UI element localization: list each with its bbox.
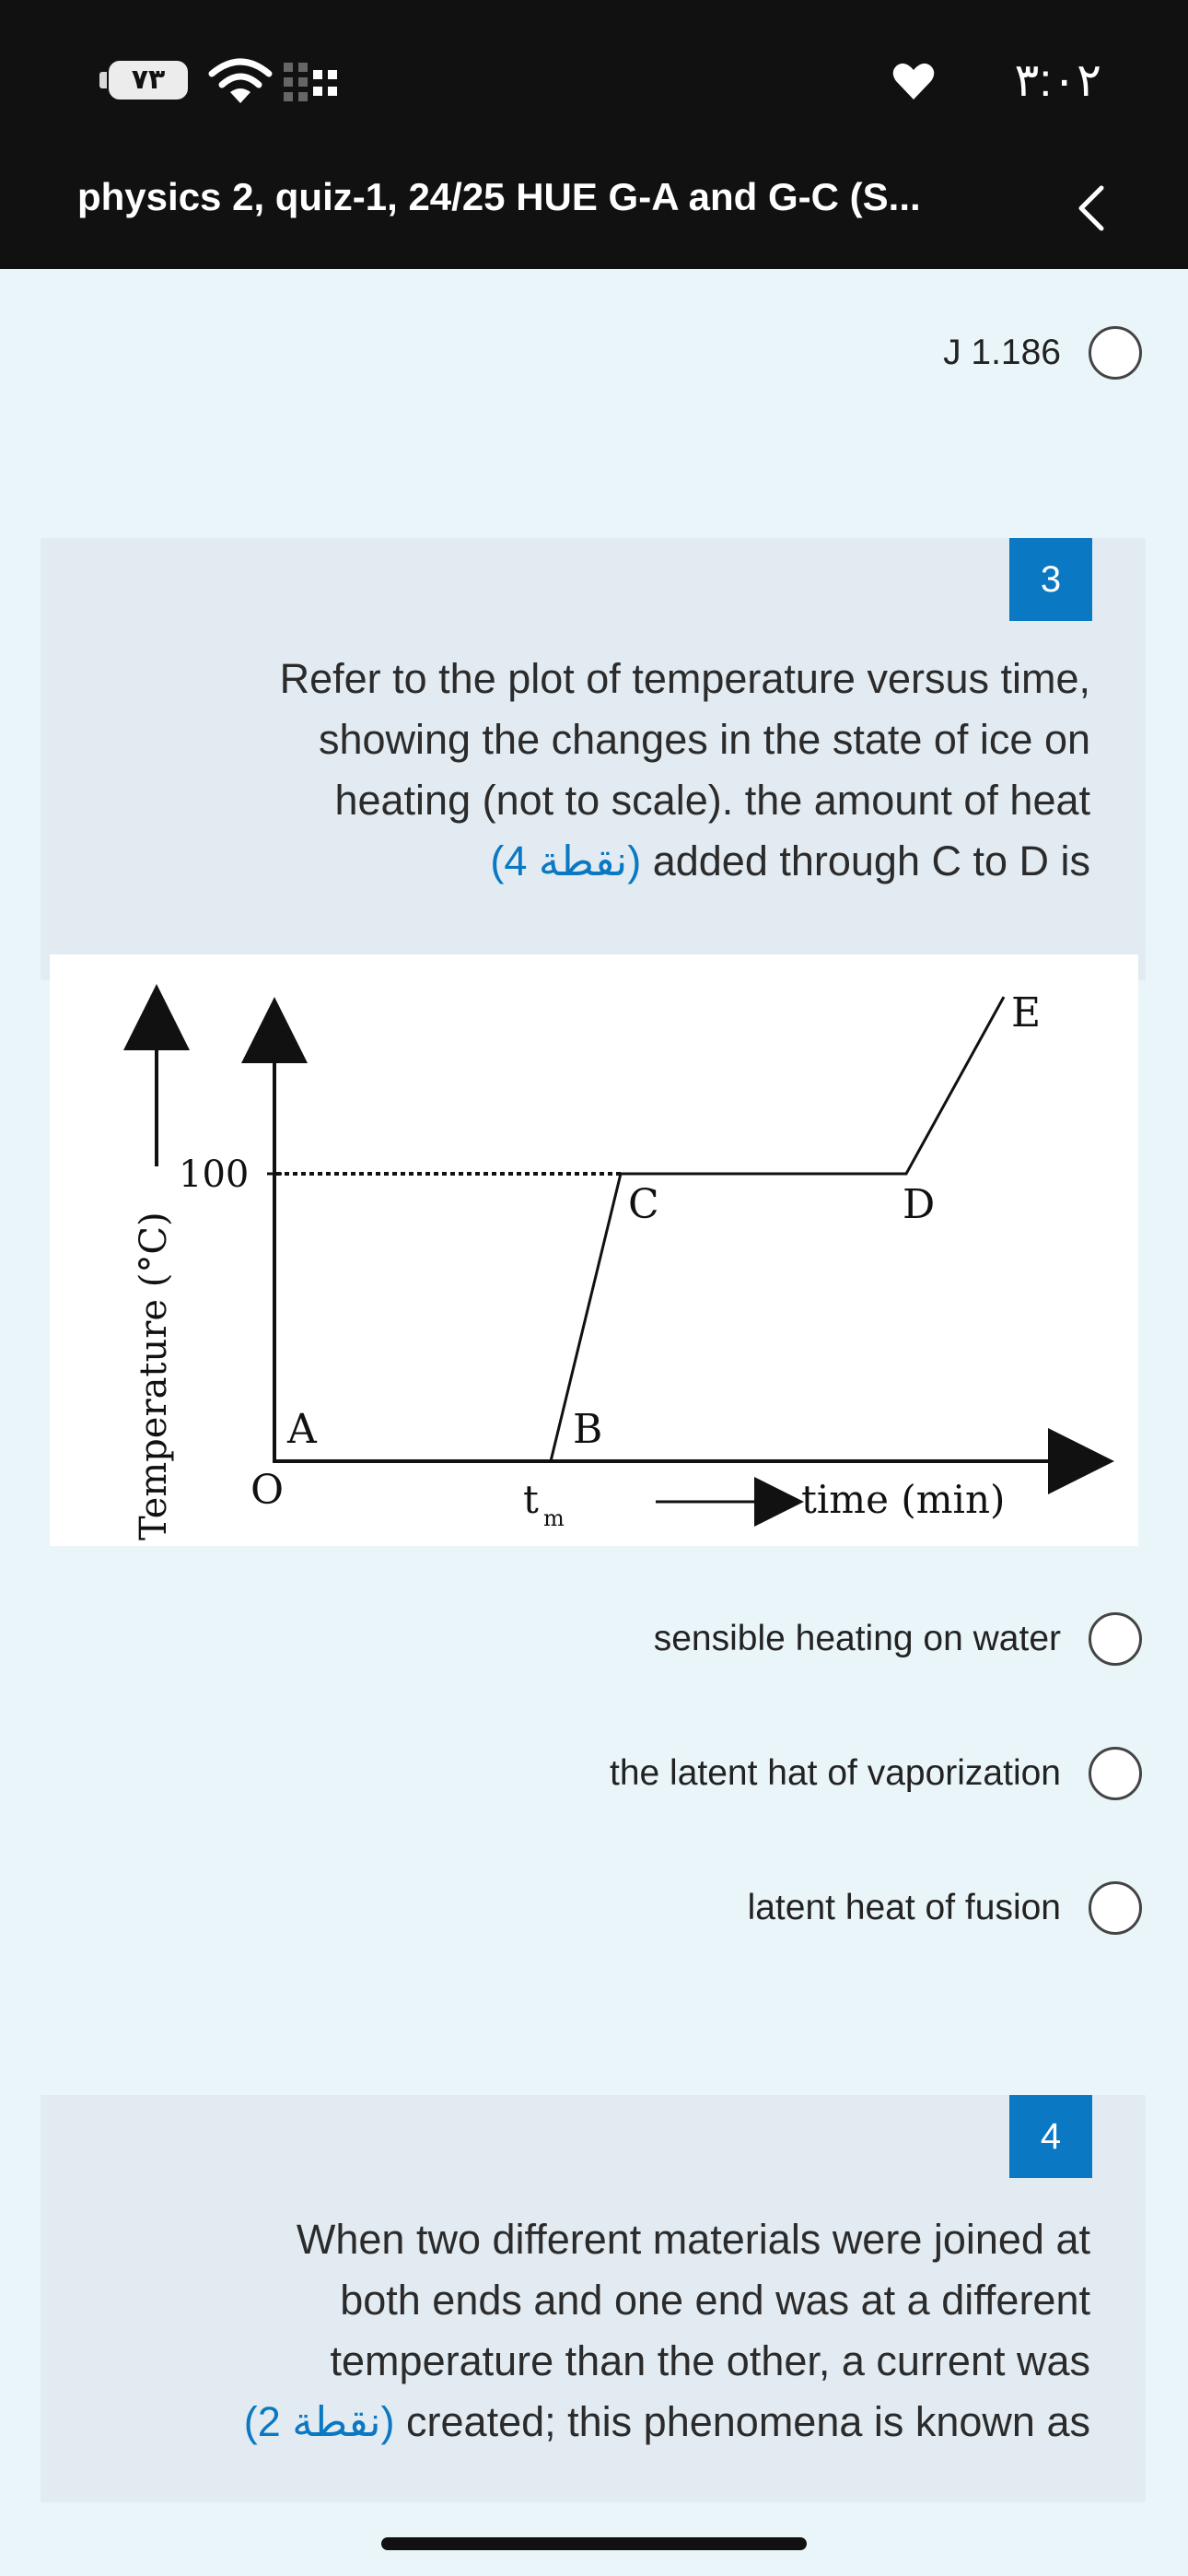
point-label-c: C: [628, 1181, 659, 1228]
question-line: heating (not to scale). the amount of heat: [334, 777, 1090, 824]
status-clock: ٣:٠٢: [1014, 54, 1101, 106]
wifi-icon: [208, 57, 273, 105]
home-indicator[interactable]: [381, 2537, 807, 2550]
option-label: latent heat of fusion: [747, 1888, 1061, 1927]
point-label-d: D: [903, 1181, 936, 1228]
origin-label: O: [250, 1467, 285, 1514]
question-line-end: created; this phenomena is known as: [394, 2398, 1090, 2445]
option-sensible-heating[interactable]: [654, 1607, 1142, 1671]
points-badge: (4 نقطة): [490, 837, 642, 884]
option-latent-vaporization[interactable]: [610, 1741, 1142, 1806]
points-badge: (2 نقطة): [243, 2398, 395, 2445]
question-line: [244, 2392, 1090, 2453]
option-latent-fusion[interactable]: [748, 1876, 1142, 1940]
radio-button[interactable]: [1089, 326, 1142, 380]
heart-icon: [891, 61, 936, 101]
x-axis-label: time (min): [801, 1477, 1006, 1522]
point-label-e: E: [1011, 989, 1042, 1036]
radio-button[interactable]: [1089, 1612, 1142, 1666]
graph-canvas: [50, 954, 1138, 1546]
question-line: showing the changes in the state of ice on: [318, 716, 1090, 763]
battery-indicator: ٧٣: [109, 61, 188, 100]
y-axis-label: Temperature (°C): [133, 1212, 175, 1540]
option-label: sensible heating on water: [653, 1619, 1061, 1658]
question-4-card: [41, 2095, 1146, 2502]
radio-button[interactable]: [1089, 1747, 1142, 1800]
temperature-time-graph: [50, 954, 1138, 1546]
option-label: the latent hat of vaporization: [610, 1753, 1061, 1793]
question-number: 4: [1009, 2095, 1092, 2178]
question-line: Refer to the plot of temperature versus time,: [279, 655, 1090, 702]
question-line: both ends and one end was at a different: [340, 2277, 1090, 2324]
question-text: [280, 649, 1090, 892]
question-line-end: added through C to D is: [641, 837, 1090, 884]
battery-tip: [99, 72, 107, 88]
back-chevron-icon[interactable]: [1059, 175, 1124, 240]
question-number: 3: [1009, 538, 1092, 621]
option-label: J 1.186: [943, 333, 1061, 372]
point-label-b: B: [573, 1406, 603, 1453]
heating-curve: [274, 997, 1004, 1461]
question-line: temperature than the other, a current was: [330, 2337, 1090, 2384]
boiling-label: 100: [179, 1153, 250, 1196]
tm-subscript: m: [543, 1505, 565, 1531]
option-j-1186[interactable]: [943, 321, 1142, 385]
question-text: [244, 2209, 1090, 2453]
quiz-title: physics 2, quiz-1, 24/25 HUE G-A and G-C (S...: [77, 175, 921, 218]
cellular-signal-icon: [282, 59, 346, 105]
question-line: [280, 831, 1090, 892]
question-line: When two different materials were joined at: [296, 2216, 1090, 2263]
tm-label: t: [523, 1477, 539, 1522]
point-label-a: A: [287, 1406, 317, 1453]
question-3-card: [41, 538, 1146, 980]
radio-button[interactable]: [1089, 1881, 1142, 1935]
top-bar: [0, 0, 1188, 269]
